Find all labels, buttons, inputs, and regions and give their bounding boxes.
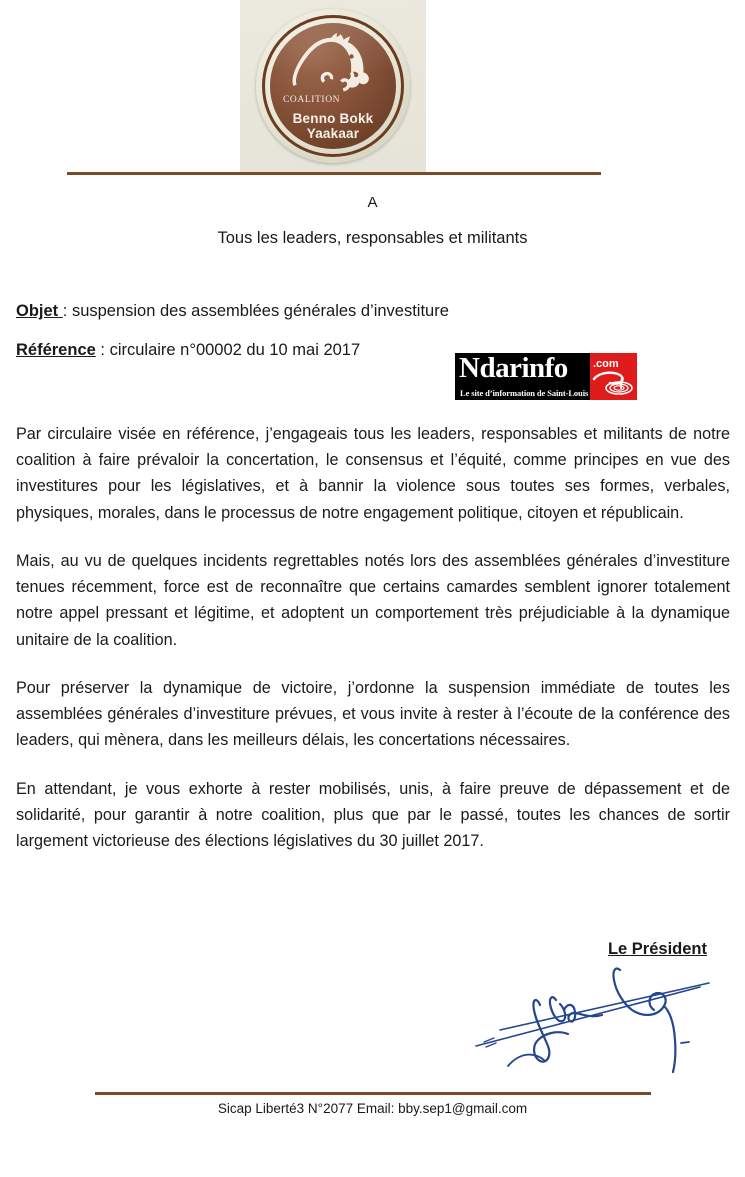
reference-value: circulaire n°00002 du 10 mai 2017: [109, 340, 361, 359]
horse-head-icon: [286, 31, 382, 103]
reference-label: Référence: [16, 340, 96, 359]
subject-label: Objet: [16, 302, 63, 320]
body-paragraph: Par circulaire visée en référence, j’engageais tous les leaders, responsables et militants de notre coalition à faire prévaloir la concertation, le consensus et l’équité, comme principes en vue des investitures pour les législatives, et à bannir la violence sous toutes ses formes, verbales, physiques, morales, dans le processus de notre engagement politique, citoyen et républicain.: [16, 425, 730, 522]
header-divider: [67, 172, 601, 175]
handwritten-signature: [472, 960, 722, 1075]
addressee-line: Tous les leaders, responsables et militants: [217, 229, 528, 247]
emblem-word-coalition: COALITION: [283, 95, 341, 105]
ndarinfo-wordmark-panel: [455, 353, 590, 400]
letter-body: [16, 421, 730, 876]
subject-row: [16, 303, 731, 320]
emblem-word-name: Benno Bokk Yaakaar: [292, 111, 374, 141]
ndarinfo-swirl-icon: [592, 369, 635, 397]
reference-separator: :: [95, 340, 110, 359]
footer-contact: Sicap Liberté3 N°2077 Email: bby.sep1@gmail.com: [217, 1101, 528, 1116]
coalition-emblem-disc: [256, 9, 410, 163]
subject-separator: :: [62, 302, 72, 320]
body-paragraph: Pour préserver la dynamique de victoire, j’ordonne la suspension immédiate de toutes les assemblées générales d’investiture prévues, et vous invite à rester à l’écoute de la conférence des leaders, qui mènera, dans les meilleurs délais, les concertations nécessaires.: [16, 678, 730, 750]
ndarinfo-accent-panel: [590, 353, 637, 400]
emblem-inner-face: [270, 23, 396, 149]
ndarinfo-watermark-logo: [455, 353, 637, 400]
subject-value: suspension des assemblées générales d’investiture: [71, 302, 449, 320]
signature-title: Le Président: [607, 940, 707, 958]
footer-divider: [95, 1092, 651, 1095]
ndarinfo-com-suffix: .com: [593, 358, 619, 370]
body-paragraph: En attendant, je vous exhorte à rester mobilisés, unis, à faire preuve de dépassement et de solidarité, pour garantir à notre coalition, plus que par le passé, toutes les chances de sortir largement victorieuse des élections législatives du 30 juillet 2017.: [16, 779, 730, 851]
addressee-prefix: A: [367, 194, 378, 211]
letterhead-logo: [240, 0, 426, 172]
ndarinfo-name: Ndarinfo: [459, 353, 568, 384]
ndarinfo-tagline: Le site d’information de Saint-Louis: [460, 388, 589, 398]
body-paragraph: Mais, au vu de quelques incidents regrettables notés lors des assemblées générales d’investiture tenues récemment, force est de reconnaître que certains camardes semblent ignorer totalement notre appel pressant et légitime, et adoptent un comportement très préjudiciable à la dynamique unitaire de la coalition.: [16, 551, 730, 649]
